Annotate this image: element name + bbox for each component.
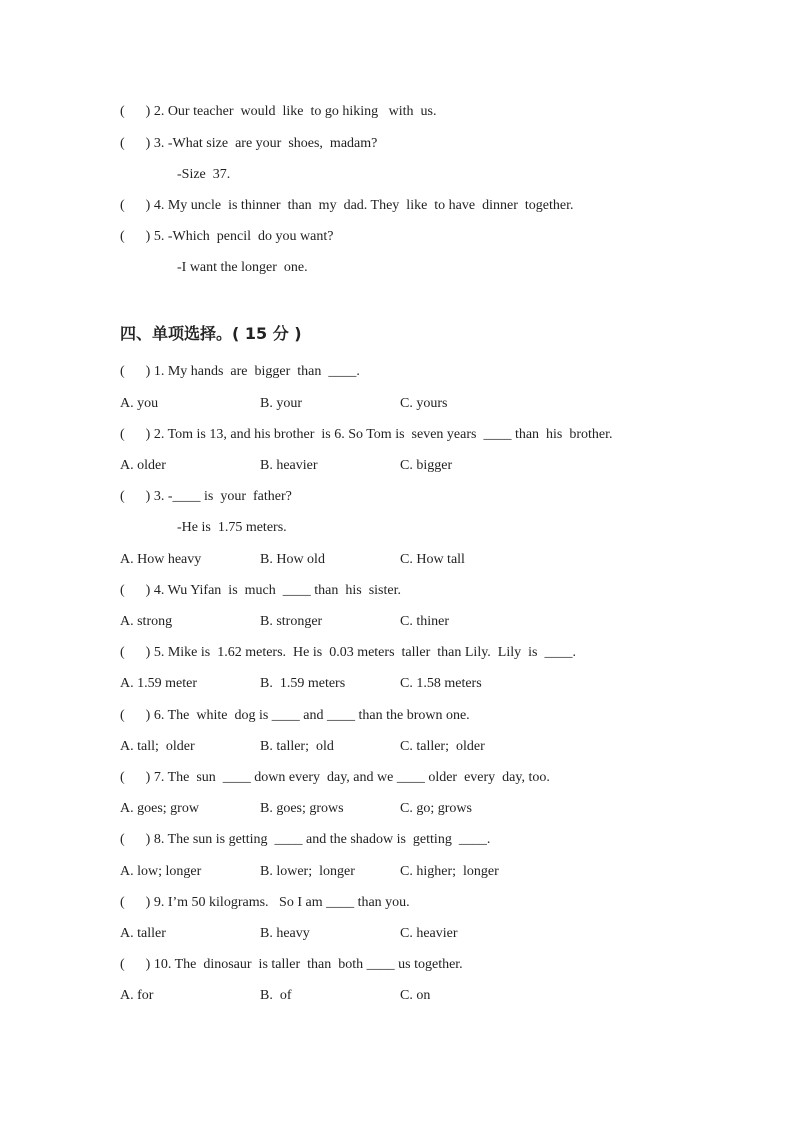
s4-q3-option-a: A. How heavy	[120, 552, 202, 567]
s3-question-5-answer: -I want the longer one.	[177, 260, 308, 275]
s4-q10-option-b: B. of	[260, 988, 292, 1003]
s4-q6-option-c: C. taller; older	[400, 739, 485, 754]
s4-q2-option-c: C. bigger	[400, 458, 453, 473]
s4-question-10: ( ) 10. The dinosaur is taller than both ____ us together.	[120, 957, 463, 972]
s4-q3-option-b: B. How old	[260, 552, 325, 567]
s4-q2-option-b: B. heavier	[260, 458, 318, 473]
s4-question-9: ( ) 9. I’m 50 kilograms. So I am ____ than you.	[120, 895, 410, 910]
s4-q6-option-a: A. tall; older	[120, 739, 195, 754]
s3-question-3: ( ) 3. -What size are your shoes, madam?	[120, 136, 378, 151]
s4-q4-option-c: C. thiner	[400, 614, 449, 629]
s4-q1-option-a: A. you	[120, 396, 159, 411]
s4-q8-option-b: B. lower; longer	[260, 864, 355, 879]
s3-question-3-answer: -Size 37.	[177, 167, 231, 182]
s4-q5-option-a: A. 1.59 meter	[120, 676, 197, 691]
s4-q7-option-c: C. go; grows	[400, 801, 472, 816]
s4-q7-option-a: A. goes; grow	[120, 801, 199, 816]
s4-q9-option-c: C. heavier	[400, 926, 458, 941]
s4-q8-option-a: A. low; longer	[120, 864, 202, 879]
s4-question-8: ( ) 8. The sun is getting ____ and the shadow is getting ____.	[120, 832, 491, 847]
s4-q3-option-c: C. How tall	[400, 552, 465, 567]
s4-question-2: ( ) 2. Tom is 13, and his brother is 6. So Tom is seven years ____ than his brother.	[120, 427, 613, 442]
s4-question-3: ( ) 3. -____ is your father?	[120, 489, 292, 504]
s4-q6-option-b: B. taller; old	[260, 739, 334, 754]
s4-q5-option-c: C. 1.58 meters	[400, 676, 482, 691]
s4-q1-option-c: C. yours	[400, 396, 448, 411]
s3-question-2: ( ) 2. Our teacher would like to go hiking with us.	[120, 104, 437, 119]
section-4-heading: 四、单项选择。( 15 分 )	[120, 324, 302, 343]
s3-question-4: ( ) 4. My uncle is thinner than my dad. They like to have dinner together.	[120, 198, 574, 213]
s4-question-6: ( ) 6. The white dog is ____ and ____ than the brown one.	[120, 708, 470, 723]
s4-q5-option-b: B. 1.59 meters	[260, 676, 346, 691]
s4-q4-option-a: A. strong	[120, 614, 173, 629]
s4-q10-option-a: A. for	[120, 988, 154, 1003]
s4-q4-option-b: B. stronger	[260, 614, 323, 629]
s4-q8-option-c: C. higher; longer	[400, 864, 499, 879]
s4-question-3-answer: -He is 1.75 meters.	[177, 520, 287, 535]
s4-question-1: ( ) 1. My hands are bigger than ____.	[120, 364, 360, 379]
s4-question-4: ( ) 4. Wu Yifan is much ____ than his sister.	[120, 583, 401, 598]
s3-question-5: ( ) 5. -Which pencil do you want?	[120, 229, 334, 244]
s4-q2-option-a: A. older	[120, 458, 166, 473]
s4-q7-option-b: B. goes; grows	[260, 801, 344, 816]
s4-q9-option-a: A. taller	[120, 926, 166, 941]
s4-q10-option-c: C. on	[400, 988, 431, 1003]
s4-question-7: ( ) 7. The sun ____ down every day, and we ____ older every day, too.	[120, 770, 550, 785]
s4-question-5: ( ) 5. Mike is 1.62 meters. He is 0.03 meters taller than Lily. Lily is ____.	[120, 645, 576, 660]
s4-q1-option-b: B. your	[260, 396, 302, 411]
s4-q9-option-b: B. heavy	[260, 926, 310, 941]
